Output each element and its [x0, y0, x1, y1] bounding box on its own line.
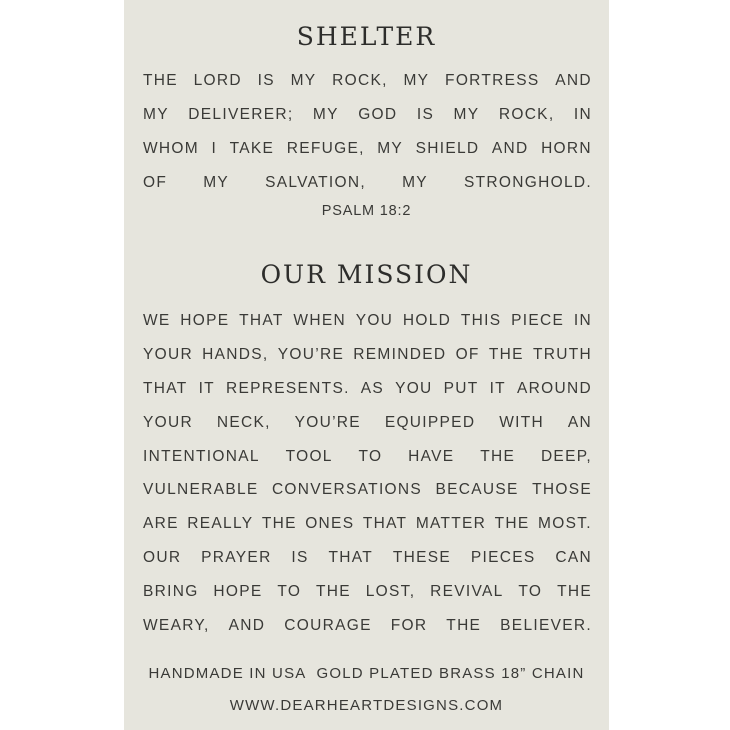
mission-word: YOUR	[143, 345, 193, 363]
verse-word: DELIVERER;	[188, 106, 294, 123]
mission-word: TO	[518, 583, 543, 601]
mission-word: AROUND	[516, 379, 592, 397]
verse-word: IS	[416, 106, 435, 123]
mission-word: BECAUSE	[435, 481, 519, 499]
psalm-reference: PSALM 18:2	[321, 203, 412, 219]
mission-word: INTENTIONAL	[143, 447, 260, 465]
mission-word: THAT	[239, 312, 284, 329]
mission-word: HOPE	[180, 312, 230, 329]
verse-word: ROCK,	[498, 106, 555, 123]
mission-word: THIS	[460, 312, 502, 329]
verse-word: AND	[491, 140, 529, 157]
mission-word: THOSE	[532, 481, 592, 499]
mission-word: VULNERABLE	[143, 481, 259, 499]
verse-line	[143, 98, 592, 132]
mission-word: YOU’RE	[277, 345, 345, 363]
mission-word: OUR	[143, 549, 182, 567]
mission-word: PIECE	[511, 312, 565, 329]
mission-word: IN	[573, 312, 592, 329]
mission-word: ONES	[305, 515, 355, 533]
mission-word: OF	[455, 345, 480, 363]
mission-word: FOR	[390, 617, 428, 635]
mission-word: REMINDED	[353, 345, 447, 363]
verse-word: IN	[573, 106, 592, 123]
mission-word: THAT	[362, 515, 408, 533]
mission-word: PIECES	[470, 549, 536, 567]
verse-word: MY	[453, 106, 480, 123]
verse-word: IS	[257, 72, 275, 89]
mission-word: LOST,	[365, 583, 416, 601]
mission-word: COURAGE	[284, 617, 372, 635]
mission-word: TO	[277, 583, 302, 601]
mission-word: YOUR	[143, 413, 193, 431]
website-link[interactable]: WWW.DEARHEARTDESIGNS.COM	[229, 697, 504, 714]
product-details	[124, 665, 609, 682]
mission-word: PRAYER	[201, 549, 272, 567]
handmade-label: HANDMADE IN USA	[148, 665, 307, 682]
verse-word: FORTRESS	[445, 72, 540, 89]
mission-word: THE	[494, 515, 530, 533]
product-info-card	[124, 0, 609, 730]
mission-word: IT	[489, 379, 506, 397]
mission-word: THE	[557, 583, 592, 601]
mission-line	[143, 440, 592, 474]
material-label: GOLD PLATED BRASS 18” CHAIN	[316, 665, 585, 682]
verse-word: MY	[402, 174, 428, 191]
mission-word: EQUIPPED	[384, 413, 476, 431]
mission-word: MATTER	[415, 515, 487, 533]
mission-line	[143, 541, 592, 575]
shelter-title: SHELTER	[296, 22, 437, 51]
mission-word: WEARY,	[143, 617, 210, 635]
mission-line	[143, 372, 592, 406]
mission-word: IT	[198, 379, 215, 397]
mission-line	[143, 575, 592, 609]
mission-word: CAN	[555, 549, 592, 567]
verse-word: MY	[290, 72, 317, 89]
mission-word: YOU	[355, 312, 394, 329]
verse-word: AND	[555, 72, 592, 89]
mission-word: REALLY	[187, 515, 254, 533]
mission-word: MOST.	[538, 515, 592, 533]
mission-line	[143, 338, 592, 372]
mission-word: THE	[480, 447, 516, 465]
verse-word: SHIELD	[415, 140, 480, 157]
mission-word: WHEN	[293, 312, 346, 329]
mission-word: WITH	[499, 413, 544, 431]
verse-word: REFUGE,	[286, 140, 365, 157]
verse-word: MY	[143, 106, 169, 123]
mission-word: THE	[488, 345, 524, 363]
mission-word: THE	[446, 617, 482, 635]
mission-word: THESE	[392, 549, 452, 567]
mission-word: THAT	[328, 549, 373, 567]
mission-word: YOU’RE	[294, 413, 361, 431]
verse-word: WHOM	[143, 140, 199, 157]
mission-word: HOLD	[402, 312, 452, 329]
verse-word: HORN	[541, 140, 592, 157]
mission-paragraph	[143, 304, 592, 643]
mission-word: IS	[291, 549, 309, 567]
verse-word: MY	[203, 174, 230, 191]
mission-word: BRING	[143, 583, 199, 601]
verse-word: STRONGHOLD.	[464, 174, 592, 191]
verse-word: I	[211, 140, 218, 157]
mission-word: BELIEVER.	[500, 617, 592, 635]
mission-line	[143, 507, 592, 541]
mission-word: NECK,	[216, 413, 271, 431]
mission-word: TO	[358, 447, 383, 465]
mission-line	[143, 304, 592, 338]
verse-word: ROCK,	[332, 72, 388, 89]
mission-word: PUT	[443, 379, 479, 397]
mission-title: OUR MISSION	[260, 260, 473, 289]
mission-word: REPRESENTS.	[226, 379, 350, 397]
verse-line	[143, 64, 592, 98]
mission-word: TOOL	[285, 447, 333, 465]
verse-word: TAKE	[229, 140, 275, 157]
verse-word: THE	[143, 72, 178, 89]
mission-word: HANDS,	[202, 345, 269, 363]
mission-word: YOU	[395, 379, 433, 397]
mission-word: REVIVAL	[430, 583, 504, 601]
verse-word: SALVATION,	[265, 174, 366, 191]
mission-line	[143, 609, 592, 643]
verse-word: GOD	[358, 106, 398, 123]
mission-word: THE	[316, 583, 351, 601]
mission-word: WE	[143, 312, 171, 329]
mission-word: AND	[228, 617, 266, 635]
mission-word: ARE	[143, 515, 179, 533]
verse-word: MY	[312, 106, 339, 123]
mission-word: THAT	[143, 379, 188, 397]
verse-word: MY	[377, 140, 404, 157]
mission-word: TRUTH	[532, 345, 592, 363]
verse-word: MY	[403, 72, 430, 89]
mission-word: THE	[261, 515, 297, 533]
mission-line	[143, 406, 592, 440]
mission-word: DEEP,	[540, 447, 592, 465]
verse-word: LORD	[193, 72, 242, 89]
mission-line	[143, 473, 592, 507]
verse-line	[143, 166, 592, 200]
mission-word: AS	[360, 379, 385, 397]
mission-word: AN	[567, 413, 592, 431]
mission-word: HAVE	[408, 447, 455, 465]
verse-line	[143, 132, 592, 166]
psalm-verse	[143, 64, 592, 200]
mission-word: CONVERSATIONS	[271, 481, 423, 499]
verse-word: OF	[143, 174, 168, 191]
mission-word: HOPE	[213, 583, 263, 601]
